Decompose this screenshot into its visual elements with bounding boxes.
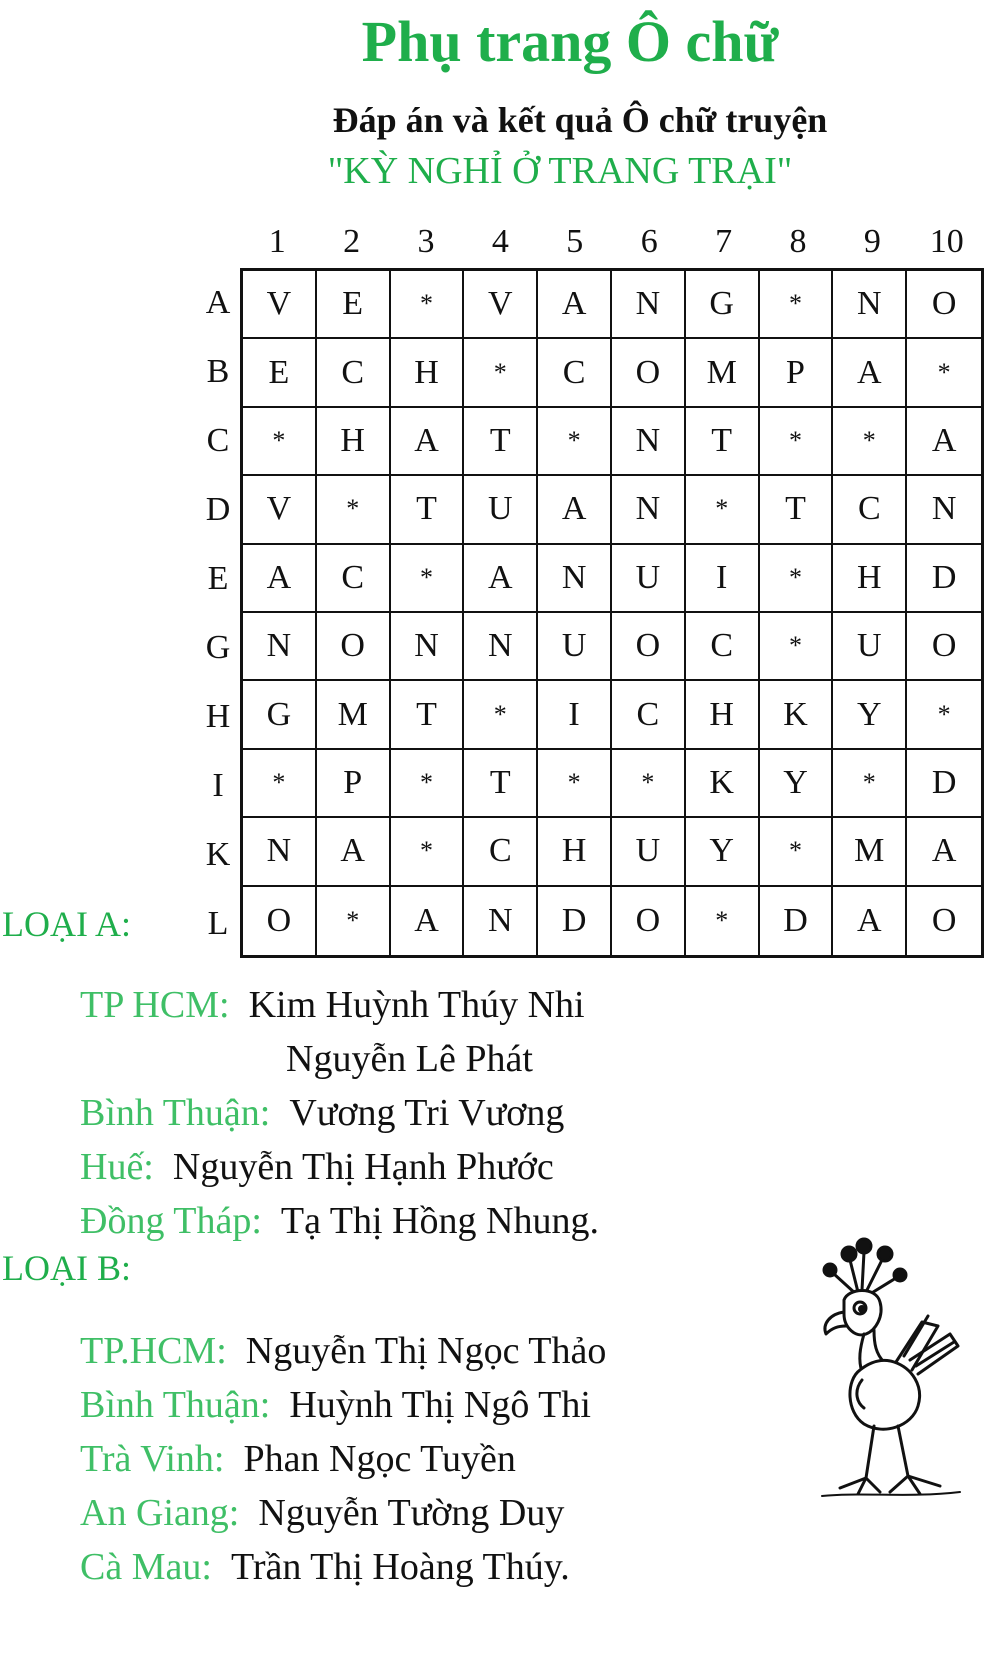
grid-cell: H — [391, 339, 465, 407]
grid-cell: N — [464, 613, 538, 681]
page-subtitle: Đáp án và kết quả Ô chữ truyện — [332, 100, 828, 140]
grid-cell-blocked: * — [907, 681, 981, 749]
grid-cell: U — [538, 613, 612, 681]
row-label: A — [205, 284, 231, 321]
grid-cell: O — [907, 271, 981, 339]
grid-cell: A — [391, 887, 465, 955]
grid-cell: D — [907, 545, 981, 613]
row-label: G — [205, 629, 231, 666]
grid-cell: C — [686, 613, 760, 681]
column-number: 3 — [417, 223, 435, 260]
row-label: K — [205, 836, 231, 873]
grid-cell: E — [317, 271, 391, 339]
grid-cell: C — [317, 339, 391, 407]
grid-cell-blocked: * — [760, 818, 834, 886]
grid-cell: N — [464, 887, 538, 955]
winner-province: Cà Mau: — [80, 1546, 212, 1588]
grid-cell: C — [317, 545, 391, 613]
grid-cell: K — [760, 681, 834, 749]
winner-entry — [80, 1324, 606, 1378]
grid-cell: U — [833, 613, 907, 681]
column-number: 7 — [715, 223, 733, 260]
grid-cell: V — [464, 271, 538, 339]
grid-cell-blocked: * — [464, 681, 538, 749]
grid-cell: Y — [833, 681, 907, 749]
grid-cell: H — [317, 408, 391, 476]
grid-cell: O — [612, 887, 686, 955]
grid-cell: K — [686, 750, 760, 818]
winner-province: TP HCM: — [80, 984, 230, 1026]
grid-cell: D — [538, 887, 612, 955]
grid-cell: U — [612, 545, 686, 613]
column-number: 9 — [863, 223, 881, 260]
grid-cell: M — [317, 681, 391, 749]
grid-cell: U — [612, 818, 686, 886]
grid-cell-blocked: * — [317, 476, 391, 544]
grid-cell-blocked: * — [243, 750, 317, 818]
grid-cell: N — [538, 545, 612, 613]
row-label: B — [206, 353, 230, 390]
winner-province: Đồng Tháp: — [80, 1200, 262, 1242]
grid-cell: A — [907, 818, 981, 886]
winner-entry — [80, 1086, 599, 1140]
winner-province: Bình Thuận: — [80, 1384, 271, 1426]
grid-cell: N — [907, 476, 981, 544]
grid-cell: T — [391, 681, 465, 749]
grid-cell: H — [686, 681, 760, 749]
grid-cell: O — [612, 339, 686, 407]
grid-cell: T — [464, 750, 538, 818]
winner-province: Huế: — [80, 1146, 154, 1188]
grid-cell: O — [317, 613, 391, 681]
column-number: 8 — [789, 223, 807, 260]
grid-cell: A — [538, 476, 612, 544]
winner-name: Nguyễn Lê Phát — [286, 1038, 533, 1080]
grid-cell-blocked: * — [391, 750, 465, 818]
grid-cell-blocked: * — [833, 750, 907, 818]
grid-cell-blocked: * — [686, 476, 760, 544]
grid-cell-blocked: * — [760, 545, 834, 613]
winner-name: Kim Huỳnh Thúy Nhi — [248, 984, 585, 1026]
winner-province: Bình Thuận: — [80, 1092, 271, 1134]
grid-cell: G — [686, 271, 760, 339]
winner-entry — [80, 1140, 599, 1194]
winner-entry — [80, 1432, 606, 1486]
winner-entry — [80, 978, 599, 1032]
grid-cell: T — [686, 408, 760, 476]
grid-cell: A — [833, 339, 907, 407]
grid-cell: V — [243, 476, 317, 544]
grid-cell-blocked: * — [612, 750, 686, 818]
grid-cell: C — [464, 818, 538, 886]
row-label: D — [205, 491, 231, 528]
winner-entry — [80, 1486, 606, 1540]
grid-cell-blocked: * — [464, 339, 538, 407]
grid-cell-blocked: * — [391, 545, 465, 613]
grid-cell: D — [760, 887, 834, 955]
grid-cell-blocked: * — [538, 408, 612, 476]
winner-name: Trần Thị Hoàng Thúy. — [230, 1546, 570, 1588]
grid-cell: A — [391, 408, 465, 476]
row-label: C — [206, 422, 230, 459]
grid-cell: A — [907, 408, 981, 476]
grid-cell: A — [464, 545, 538, 613]
winner-province: An Giang: — [80, 1492, 240, 1534]
grid-cell: C — [833, 476, 907, 544]
grid-cell: N — [833, 271, 907, 339]
grid-cell-blocked: * — [317, 887, 391, 955]
row-label: E — [207, 560, 229, 597]
column-number: 1 — [268, 223, 286, 260]
grid-cell: H — [538, 818, 612, 886]
grid-cell: O — [612, 613, 686, 681]
column-number: 10 — [929, 223, 964, 260]
winner-name: Nguyễn Thị Ngọc Thảo — [245, 1330, 607, 1372]
grid-cell-blocked: * — [391, 271, 465, 339]
category-a-winners — [80, 978, 599, 1248]
grid-cell: E — [243, 339, 317, 407]
grid-cell-blocked: * — [833, 408, 907, 476]
row-labels — [196, 268, 240, 958]
grid-cell: A — [243, 545, 317, 613]
winner-entry — [80, 1032, 599, 1086]
grid-cell-blocked: * — [243, 408, 317, 476]
grid-cell: M — [833, 818, 907, 886]
story-title: "KỲ NGHỈ Ở TRANG TRẠI" — [327, 150, 793, 192]
grid-cell: P — [760, 339, 834, 407]
grid-cell: G — [243, 681, 317, 749]
grid-cell: N — [612, 476, 686, 544]
grid-cell: I — [686, 545, 760, 613]
grid-cell: T — [391, 476, 465, 544]
winner-name: Nguyễn Thị Hạnh Phước — [172, 1146, 554, 1188]
row-label: I — [212, 767, 224, 804]
crossword-grid — [240, 268, 984, 958]
grid-cell: A — [317, 818, 391, 886]
grid-cell-blocked: * — [538, 750, 612, 818]
winner-name: Tạ Thị Hồng Nhung. — [280, 1200, 599, 1242]
winner-name: Huỳnh Thị Ngô Thi — [289, 1384, 591, 1426]
column-numbers — [240, 222, 984, 262]
grid-cell-blocked: * — [686, 887, 760, 955]
winner-entry — [80, 1378, 606, 1432]
grid-cell-blocked: * — [391, 818, 465, 886]
grid-cell: O — [907, 613, 981, 681]
grid-cell: A — [538, 271, 612, 339]
grid-cell: U — [464, 476, 538, 544]
grid-cell-blocked: * — [760, 408, 834, 476]
grid-cell: M — [686, 339, 760, 407]
grid-cell: N — [612, 271, 686, 339]
grid-cell: H — [833, 545, 907, 613]
category-b-winners — [80, 1324, 606, 1594]
winner-name: Nguyễn Tường Duy — [258, 1492, 565, 1534]
winner-entry — [80, 1540, 606, 1594]
grid-cell: Y — [760, 750, 834, 818]
column-number: 5 — [566, 223, 584, 260]
grid-cell: N — [612, 408, 686, 476]
column-number: 2 — [343, 223, 361, 260]
grid-cell: I — [538, 681, 612, 749]
grid-cell: N — [243, 613, 317, 681]
winner-province: TP.HCM: — [80, 1330, 227, 1372]
row-label: H — [205, 698, 231, 735]
winner-province: Trà Vinh: — [80, 1438, 225, 1480]
row-label: L — [207, 905, 229, 942]
grid-cell: Y — [686, 818, 760, 886]
peacock-illustration-icon — [800, 1230, 970, 1510]
page-title: Phụ trang Ô chữ — [361, 9, 779, 74]
column-number: 6 — [640, 223, 658, 260]
grid-cell: O — [931, 901, 957, 939]
grid-cell: A — [833, 887, 907, 955]
grid-cell: T — [464, 408, 538, 476]
grid-cell-blocked: * — [760, 271, 834, 339]
grid-cell: V — [243, 271, 317, 339]
grid-cell-blocked: * — [760, 613, 834, 681]
grid-cell: P — [317, 750, 391, 818]
grid-cell: N — [243, 818, 317, 886]
grid-cell: C — [538, 339, 612, 407]
grid-cell: C — [612, 681, 686, 749]
winner-name: Vương Tri Vương — [289, 1092, 565, 1134]
category-b-label: LOẠI B: — [2, 1248, 131, 1288]
category-a-label: LOẠI A: — [2, 904, 131, 944]
winner-entry — [80, 1194, 599, 1248]
column-number: 4 — [491, 223, 509, 260]
grid-cell: N — [391, 613, 465, 681]
grid-cell: T — [760, 476, 834, 544]
winner-name: Phan Ngọc Tuyền — [243, 1438, 516, 1480]
grid-cell: O — [243, 887, 317, 955]
grid-cell-blocked: * — [907, 339, 981, 407]
grid-cell: D — [907, 750, 981, 818]
